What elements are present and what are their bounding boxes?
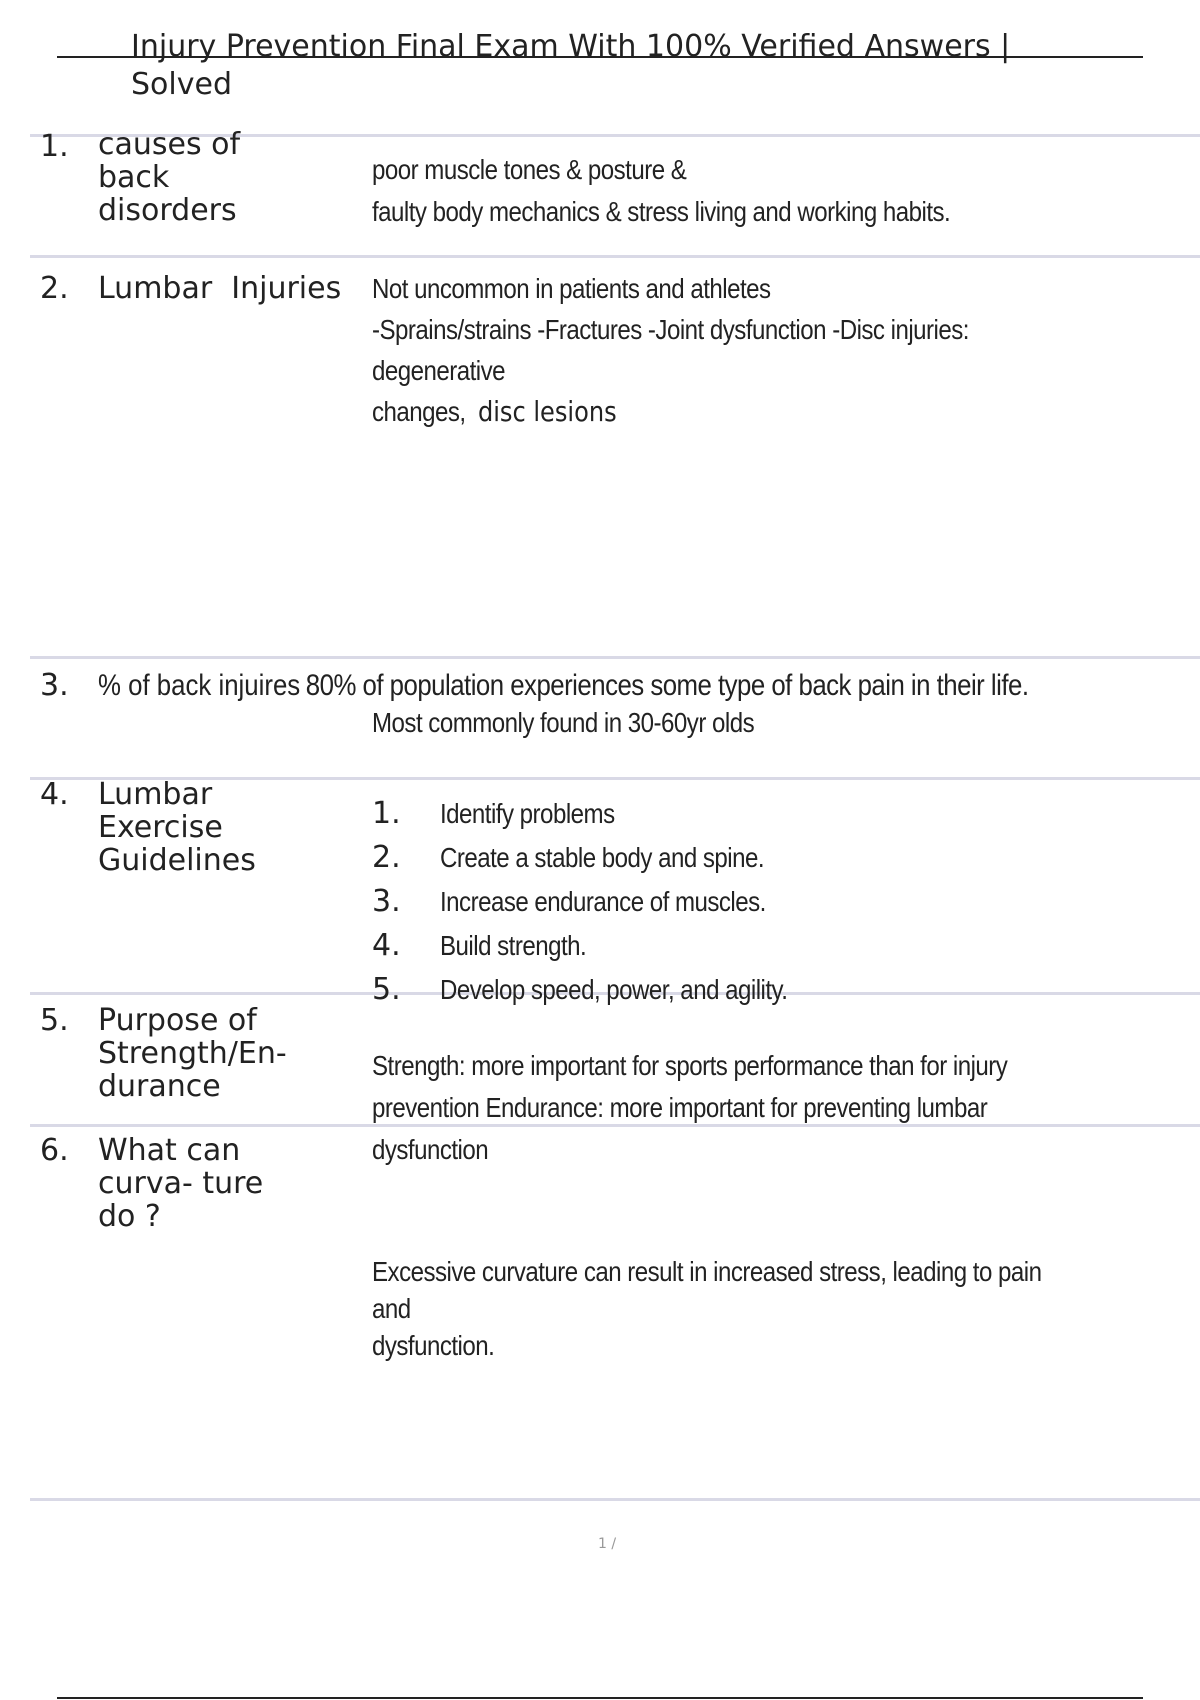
guidelines-list	[372, 792, 1152, 1012]
answer-line: prevention Endurance: more important for preventing lumbar	[372, 1092, 988, 1123]
answer-line: poor muscle tones & posture &	[372, 154, 687, 185]
page-title: Injury Prevention Final Exam With 100% Verified Answers | Solved	[131, 29, 1011, 102]
list-item	[372, 968, 1152, 1012]
answer-line: Not uncommon in patients and athletes	[372, 273, 771, 304]
answer-line: faulty body mechanics & stress living and working habits.	[372, 196, 951, 227]
footer-rule	[57, 1697, 1143, 1699]
answer-line: 80% of population experiences some type of back pain in their life.	[305, 669, 1029, 702]
answer-text	[372, 1045, 1060, 1171]
list-number: 5.	[372, 972, 401, 1007]
row-divider	[30, 656, 1200, 659]
question-number: 3.	[40, 668, 69, 703]
list-text: Identify problems	[440, 798, 615, 829]
list-number: 4.	[372, 928, 401, 963]
question-term: Purpose of Strength/En- durance	[98, 1003, 287, 1104]
row-divider	[30, 255, 1200, 258]
list-item	[372, 880, 1152, 924]
answer-line: dysfunction.	[372, 1330, 495, 1361]
question-term: Lumbar Exercise Guidelines	[98, 777, 256, 878]
answer-text	[372, 149, 1060, 233]
question-term: What can curva- ture do ?	[98, 1133, 264, 1234]
question-number: 5.	[40, 1003, 69, 1038]
question-number: 4.	[40, 777, 69, 812]
answer-line: Strength: more important for sports performance than for injury	[372, 1050, 1008, 1081]
list-text: Create a stable body and spine.	[440, 842, 765, 873]
list-item	[372, 836, 1152, 880]
answer-text	[372, 1253, 1060, 1364]
question-term: causes of back disorders	[98, 127, 241, 228]
answer-line: dysfunction	[372, 1134, 489, 1165]
list-text: Build strength.	[440, 930, 587, 961]
list-number: 1.	[372, 796, 401, 831]
question-term: % of back injuires	[98, 669, 301, 702]
page-number: 1 /	[598, 1536, 617, 1552]
list-number: 3.	[372, 884, 401, 919]
answer-line: Excessive curvature can result in increased stress, leading to pain and	[372, 1256, 1042, 1324]
answer-line: -Sprains/strains -Fractures -Joint dysfunction -Disc injuries: degenerative	[372, 314, 969, 386]
list-text: Develop speed, power, and agility.	[440, 974, 788, 1005]
question-number: 2.	[40, 271, 69, 306]
list-number: 2.	[372, 840, 401, 875]
answer-text	[372, 268, 1060, 432]
answer-line	[372, 391, 1060, 432]
answer-text	[305, 667, 1060, 741]
answer-fragment: changes,	[372, 396, 466, 427]
list-item	[372, 924, 1152, 968]
answer-fragment: disc lesions	[477, 395, 617, 428]
list-item	[372, 792, 1152, 836]
answer-line: Most commonly found in 30-60yr olds	[372, 707, 755, 738]
question-number: 6.	[40, 1133, 69, 1168]
row-divider	[30, 1498, 1200, 1501]
list-text: Increase endurance of muscles.	[440, 886, 766, 917]
question-term: Lumbar Injuries	[98, 271, 342, 306]
question-number: 1.	[40, 129, 69, 164]
